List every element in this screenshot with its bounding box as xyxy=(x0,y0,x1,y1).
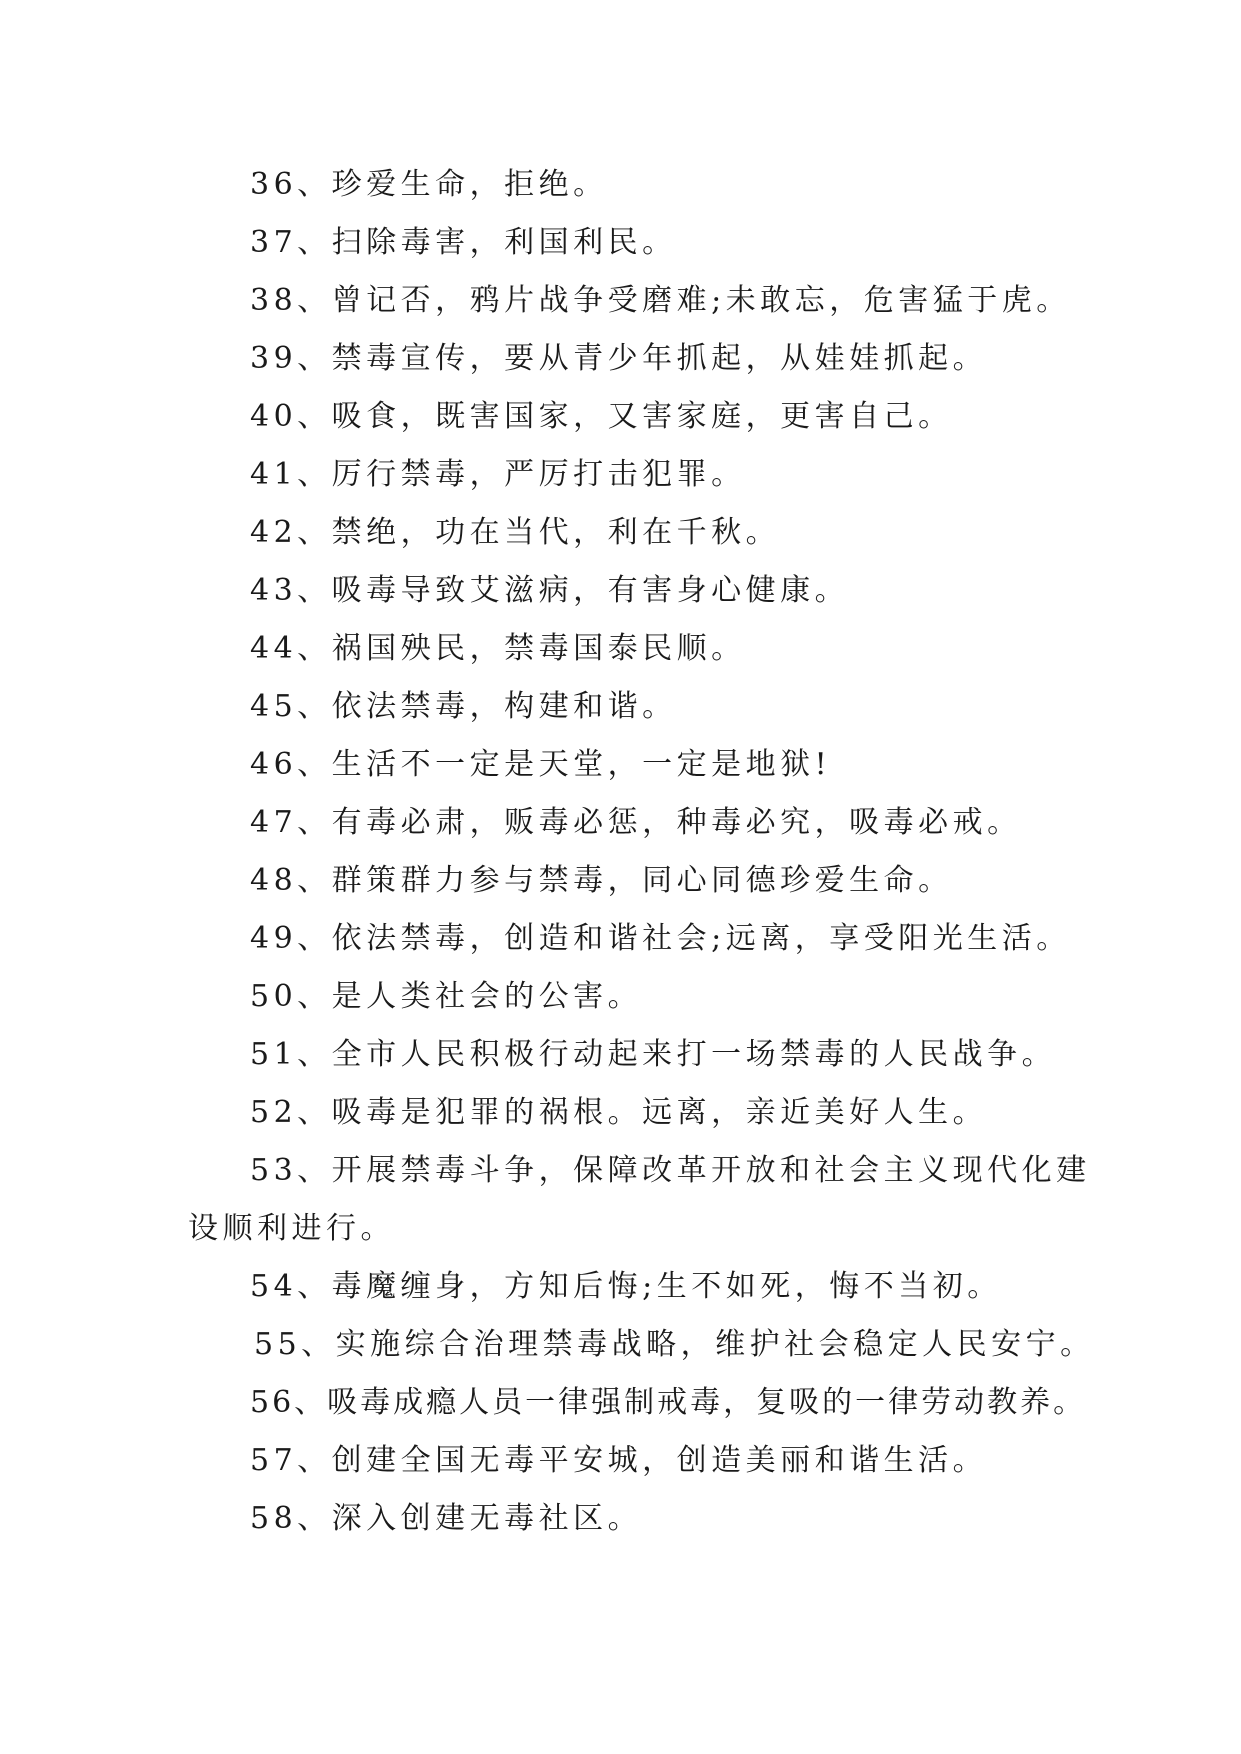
slogan-line-54: 54、毒魔缠身，方知后悔;生不如死，悔不当初。 xyxy=(250,1269,1002,1304)
slogan-line-45: 45、依法禁毒，构建和谐。 xyxy=(250,689,677,724)
slogan-line-55: 55、实施综合治理禁毒战略，维护社会稳定人民安宁。 xyxy=(254,1327,1095,1362)
slogan-line-39: 39、禁毒宣传，要从青少年抓起，从娃娃抓起。 xyxy=(250,341,988,376)
document-body xyxy=(188,156,1095,1548)
slogan-line-46: 46、生活不一定是天堂，一定是地狱! xyxy=(250,747,832,782)
slogan-line-43: 43、吸毒导致艾滋病，有害身心健康。 xyxy=(250,573,850,608)
slogan-line-36: 36、珍爱生命，拒绝。 xyxy=(250,167,608,202)
slogan-line-52: 52、吸毒是犯罪的祸根。远离，亲近美好人生。 xyxy=(250,1095,988,1130)
slogan-line-57: 57、创建全国无毒平安城，创造美丽和谐生活。 xyxy=(250,1443,988,1478)
slogan-line-41: 41、厉行禁毒，严厉打击犯罪。 xyxy=(250,457,746,492)
slogan-line-51: 51、全市人民积极行动起来打一场禁毒的人民战争。 xyxy=(250,1037,1057,1072)
slogan-line-44: 44、祸国殃民，禁毒国泰民顺。 xyxy=(250,631,746,666)
slogan-line-40: 40、吸食，既害国家，又害家庭，更害自己。 xyxy=(250,399,953,434)
slogan-line-48: 48、群策群力参与禁毒，同心同德珍爱生命。 xyxy=(250,863,953,898)
slogan-line-49: 49、依法禁毒，创造和谐社会;远离，享受阳光生活。 xyxy=(250,921,1071,956)
slogan-line-58: 58、深入创建无毒社区。 xyxy=(250,1501,643,1536)
slogan-line-42: 42、禁绝，功在当代，利在千秋。 xyxy=(250,515,781,550)
slogan-line-38: 38、曾记否，鸦片战争受磨难;未敢忘，危害猛于虎。 xyxy=(250,283,1071,318)
slogan-line-53: 53、开展禁毒斗争，保障改革开放和社会主义现代化建 xyxy=(250,1153,1091,1188)
slogan-line-53-continued: 设顺利进行。 xyxy=(188,1211,395,1246)
slogan-line-37: 37、扫除毒害，利国利民。 xyxy=(250,225,677,260)
slogan-line-50: 50、是人类社会的公害。 xyxy=(250,979,643,1014)
slogan-line-56: 56、吸毒成瘾人员一律强制戒毒，复吸的一律劳动教养。 xyxy=(250,1385,1087,1420)
slogan-line-47: 47、有毒必肃，贩毒必惩，种毒必究，吸毒必戒。 xyxy=(250,805,1022,840)
